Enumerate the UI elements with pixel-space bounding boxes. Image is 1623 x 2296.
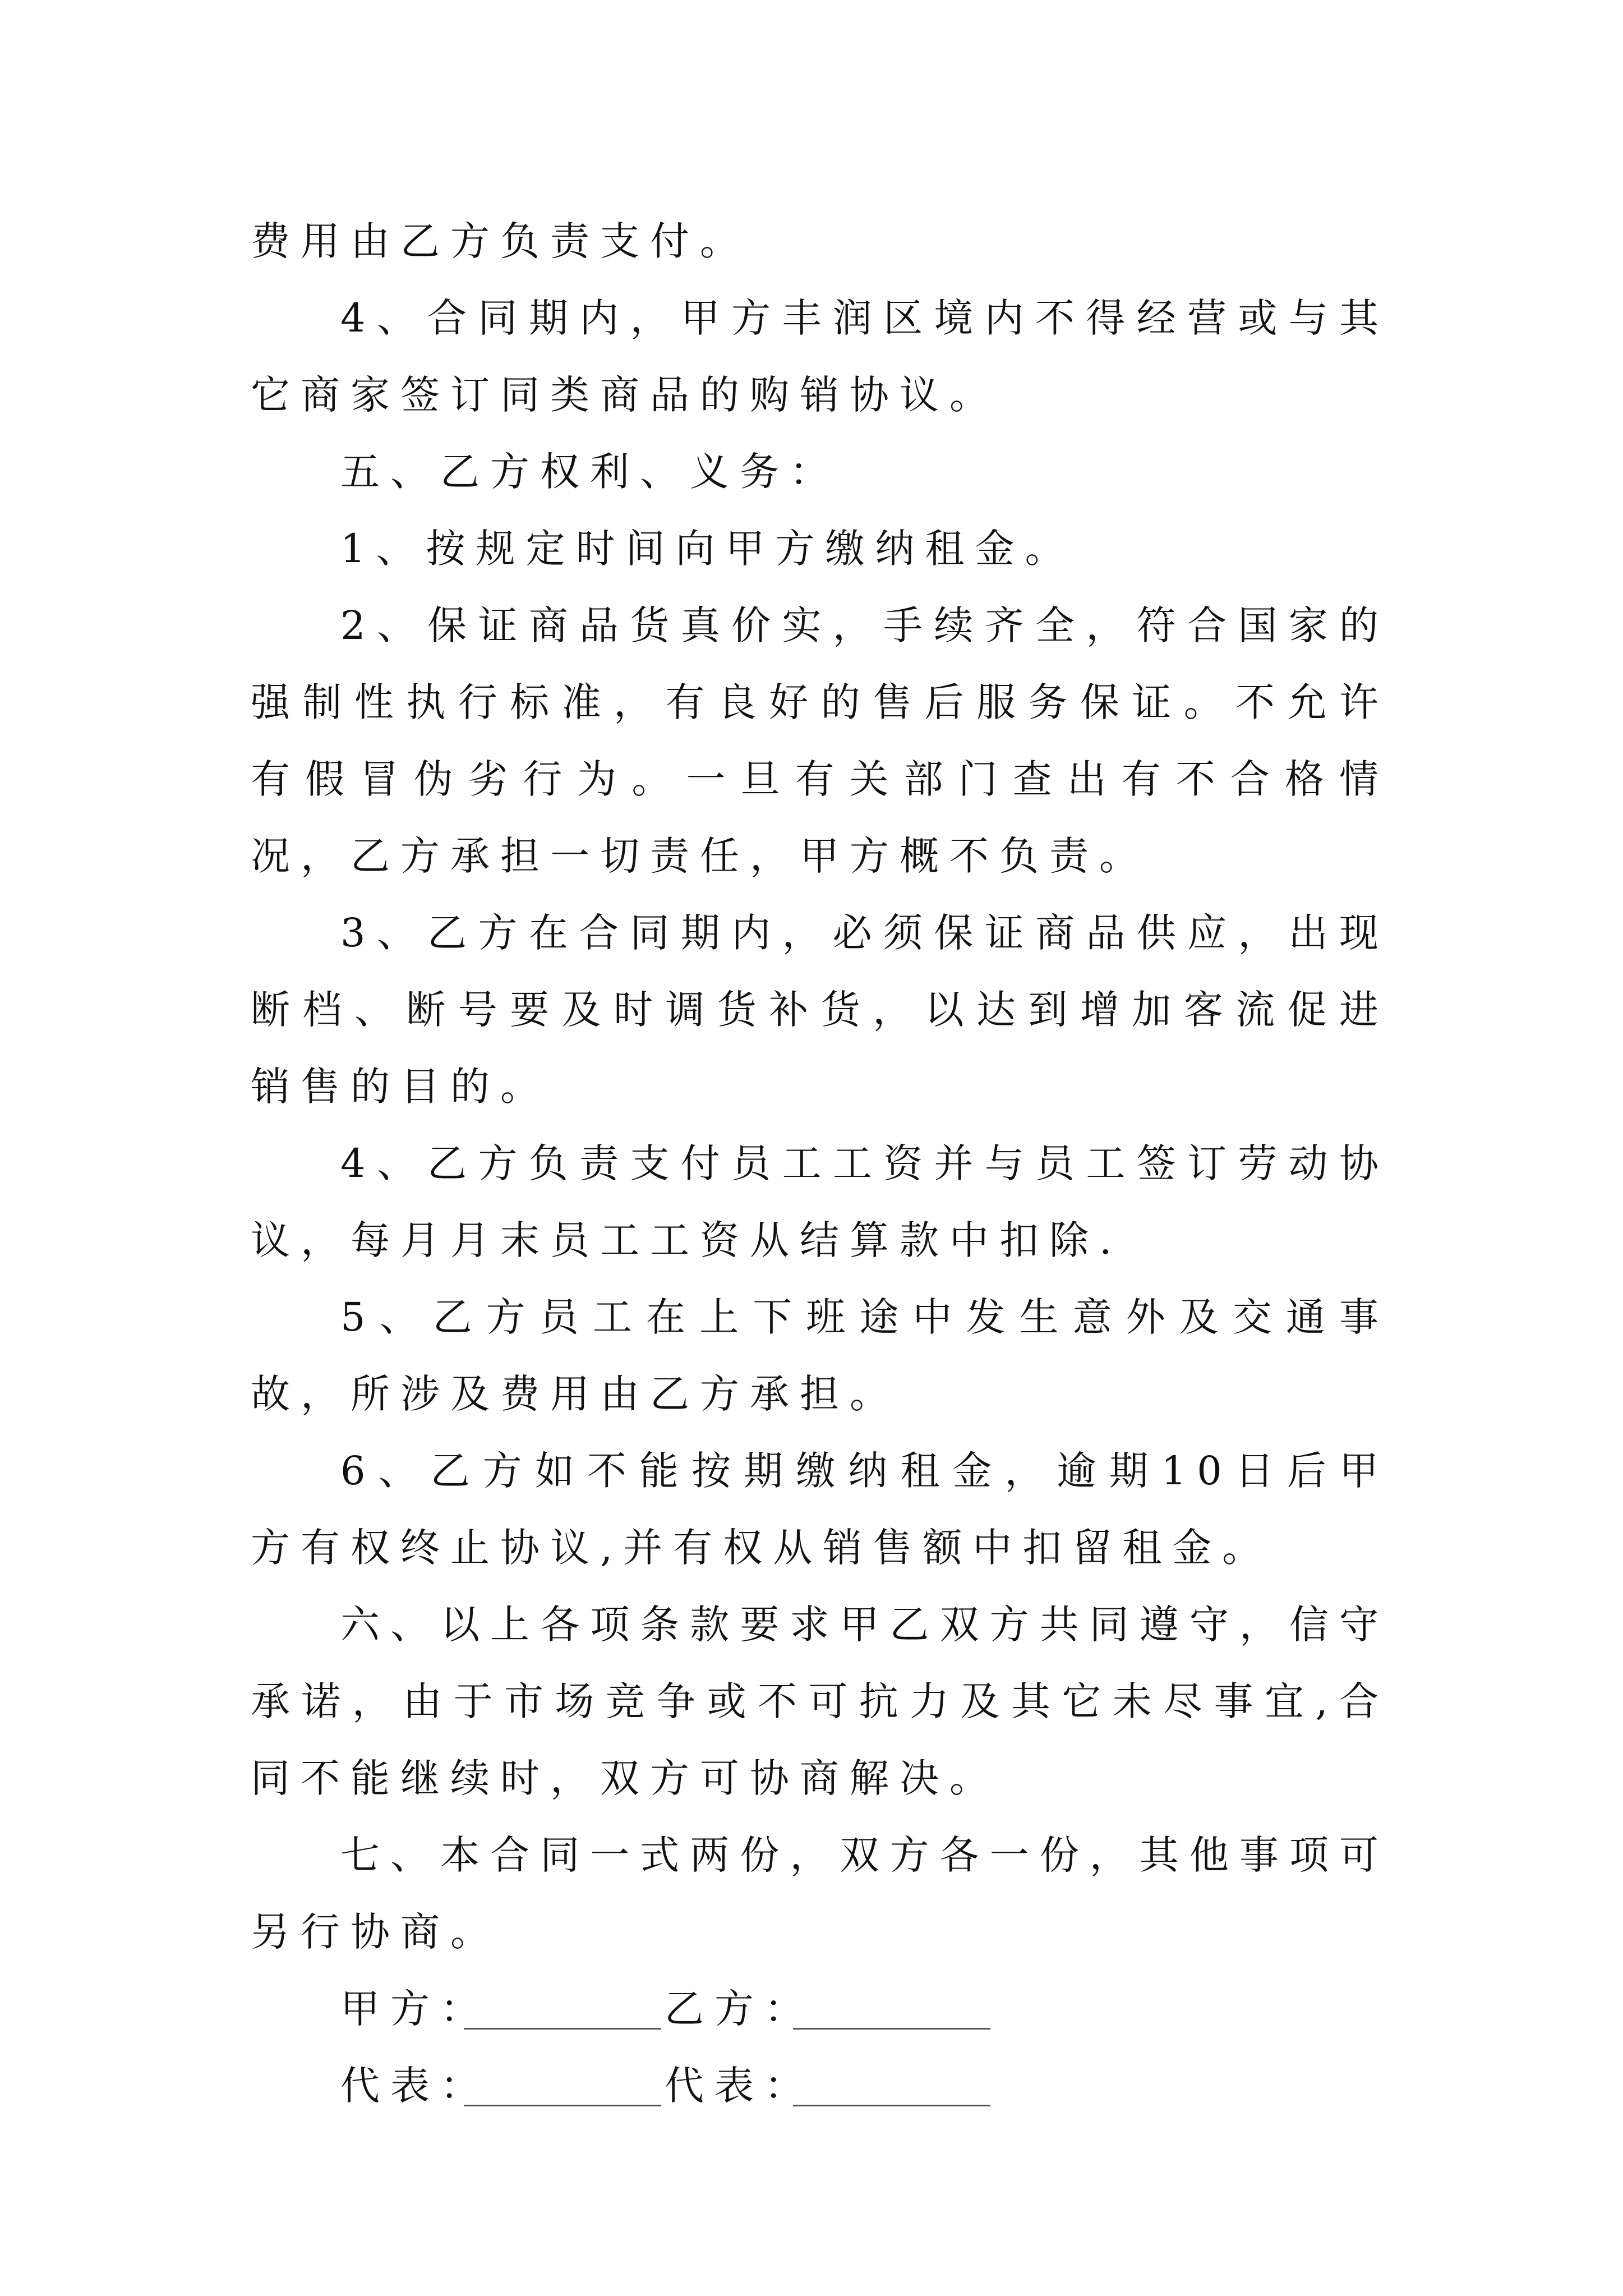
paragraph: 费用由乙方负责支付。	[251, 218, 750, 264]
section-heading: 五、乙方权利、义务：	[340, 449, 840, 495]
section-heading: 七、本合同一式两份，双方各一份，其他事项可另行协商。	[251, 1832, 1389, 1955]
signature-row-representatives	[251, 2047, 1389, 2124]
paragraph: 3、乙方在合同期内，必须保证商品供应，出现断档、断号要及时调货补货，以达到增加客流促进销售的目的。	[251, 910, 1389, 1110]
party-b-label: 乙方：	[665, 1986, 814, 2032]
paragraph: 4、乙方负责支付员工工资并与员工签订劳动协议，每月月末员工工资从结算款中扣除.	[251, 1140, 1389, 1263]
section-heading: 六、以上各项条款要求甲乙双方共同遵守，信守承诺，由于市场竞争或不可抗力及其它未尽事宜,合同不能继续时，双方可协商解决。	[251, 1602, 1389, 1801]
rep-a-signature-line	[464, 2105, 661, 2106]
paragraph: 2、保证商品货真价实，手续齐全，符合国家的强制性执行标准，有良好的售后服务保证。不允许有假冒伪劣行为。一旦有关部门查出有不合格情况，乙方承担一切责任，甲方概不负责。	[251, 602, 1389, 879]
rep-a-label: 代表：	[340, 2063, 490, 2109]
paragraph: 4、合同期内，甲方丰润区境内不得经营或与其它商家签订同类商品的购销协议。	[251, 295, 1389, 418]
document-body	[251, 203, 1389, 2124]
party-b-signature-line	[793, 2028, 990, 2030]
paragraph: 1、按规定时间向甲方缴纳租金。	[340, 526, 1075, 572]
signature-row-parties	[251, 1971, 1389, 2047]
paragraph: 5、乙方员工在上下班途中发生意外及交通事故，所涉及费用由乙方承担。	[251, 1294, 1389, 1417]
party-a-signature-line	[464, 2028, 661, 2030]
party-a-label: 甲方：	[340, 1986, 490, 2032]
rep-b-label: 代表：	[665, 2063, 814, 2109]
rep-b-signature-line	[793, 2105, 990, 2106]
paragraph: 6、乙方如不能按期缴纳租金，逾期10日后甲方有权终止协议,并有权从销售额中扣留租金。	[251, 1448, 1389, 1571]
